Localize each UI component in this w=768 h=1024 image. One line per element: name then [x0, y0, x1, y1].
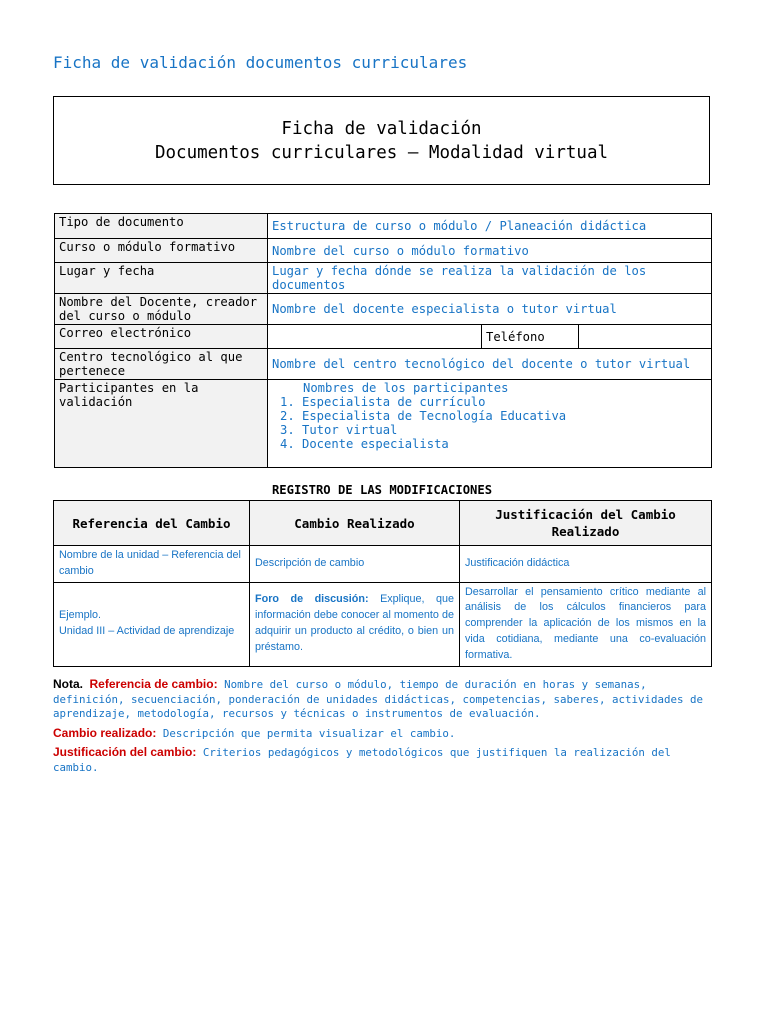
participante-item: 2. Especialista de Tecnología Educativa: [302, 409, 707, 423]
nota-label: Nota.: [53, 677, 83, 691]
participantes-heading: Nombres de los participantes: [303, 381, 509, 395]
row-cambio: Descripción de cambio: [250, 546, 460, 583]
info-row-participantes: [55, 380, 712, 468]
correo-value: [268, 325, 482, 349]
note-justificacion: [53, 745, 713, 775]
ref-text: Nombre del curso o módulo, tiempo de duración en horas y semanas, definición, secuenciación, ponderación de unidades didácticas, competencias, saberes, actividades de aprendizaje, metodología, recursos y técnicas o instrumentos de evaluación.: [53, 678, 704, 721]
docente-value: Nombre del docente especialista o tutor virtual: [268, 294, 712, 325]
row-referencia: Ejemplo. Unidad III – Actividad de aprendizaje: [54, 582, 250, 666]
info-row-correo: [55, 325, 712, 349]
row-justificacion: Desarrollar el pensamiento crítico mediante al análisis de los cálculos financieros para comprender la aplicación de los mismos en la vida cotidiana, mediante una co-evaluación formativa.: [460, 582, 712, 666]
info-table: [54, 213, 712, 468]
row-referencia: Nombre de la unidad – Referencia del cambio: [54, 546, 250, 583]
docente-label: Nombre del Docente, creador del curso o módulo: [55, 294, 268, 325]
header-referencia: Referencia del Cambio: [54, 501, 250, 546]
participante-item: 1. Especialista de currículo: [302, 395, 707, 409]
participante-item: 4. Docente especialista: [302, 437, 707, 451]
row-justificacion: Justificación didáctica: [460, 546, 712, 583]
notes-section: [53, 677, 713, 780]
registro-title: REGISTRO DE LAS MODIFICACIONES: [271, 483, 493, 497]
lugar-label: Lugar y fecha: [55, 263, 268, 294]
correo-label: Correo electrónico: [55, 325, 268, 349]
tipo-label: Tipo de documento: [55, 214, 268, 239]
registro-row: [54, 582, 712, 666]
cambio-note-label: Cambio realizado:: [53, 725, 157, 740]
title-line-1: Ficha de validación: [281, 119, 482, 139]
lugar-value: Lugar y fecha dónde se realiza la validación de los documentos: [268, 263, 712, 294]
ref-label: Referencia de cambio:: [89, 677, 218, 691]
title-box: [53, 96, 710, 185]
info-row-tipo: [55, 214, 712, 239]
registro-table: [53, 500, 712, 667]
just-note-label: Justificación del cambio:: [53, 745, 197, 760]
curso-value: Nombre del curso o módulo formativo: [268, 239, 712, 263]
curso-label: Curso o módulo formativo: [55, 239, 268, 263]
row-cambio: [250, 582, 460, 666]
title-line-2: Documentos curriculares – Modalidad virtual: [154, 143, 609, 163]
info-row-centro: [55, 349, 712, 380]
header-cambio: Cambio Realizado: [250, 501, 460, 546]
centro-label: Centro tecnológico al que pertenece: [55, 349, 268, 380]
cambio-label: Foro de discusión:: [255, 593, 369, 606]
just-note-text: Criterios pedagógicos y metodológicos que justifiquen la realización del cambio.: [53, 746, 671, 774]
telefono-label: Teléfono: [482, 325, 579, 349]
note-referencia: [53, 677, 713, 722]
header-justificacion: Justificación del Cambio Realizado: [460, 501, 712, 546]
info-row-curso: [55, 239, 712, 263]
note-cambio: [53, 726, 713, 742]
participantes-value: [268, 380, 712, 468]
info-row-docente: [55, 294, 712, 325]
document-heading: Ficha de validación documentos curriculares: [53, 53, 468, 72]
participantes-list: [272, 395, 707, 451]
cambio-note-text: Descripción que permita visualizar el cambio.: [162, 726, 456, 740]
tipo-value: Estructura de curso o módulo / Planeación didáctica: [268, 214, 712, 239]
telefono-value: [579, 325, 712, 349]
participantes-label: Participantes en la validación: [55, 380, 268, 468]
participante-item: 3. Tutor virtual: [302, 423, 707, 437]
registro-header-row: [54, 501, 712, 546]
centro-value: Nombre del centro tecnológico del docente o tutor virtual: [268, 349, 712, 380]
registro-row: [54, 546, 712, 583]
info-row-lugar: [55, 263, 712, 294]
cambio-text: Explique, que información debe conocer al momento de adquirir un producto al crédito, o bien un préstamo.: [255, 593, 454, 653]
